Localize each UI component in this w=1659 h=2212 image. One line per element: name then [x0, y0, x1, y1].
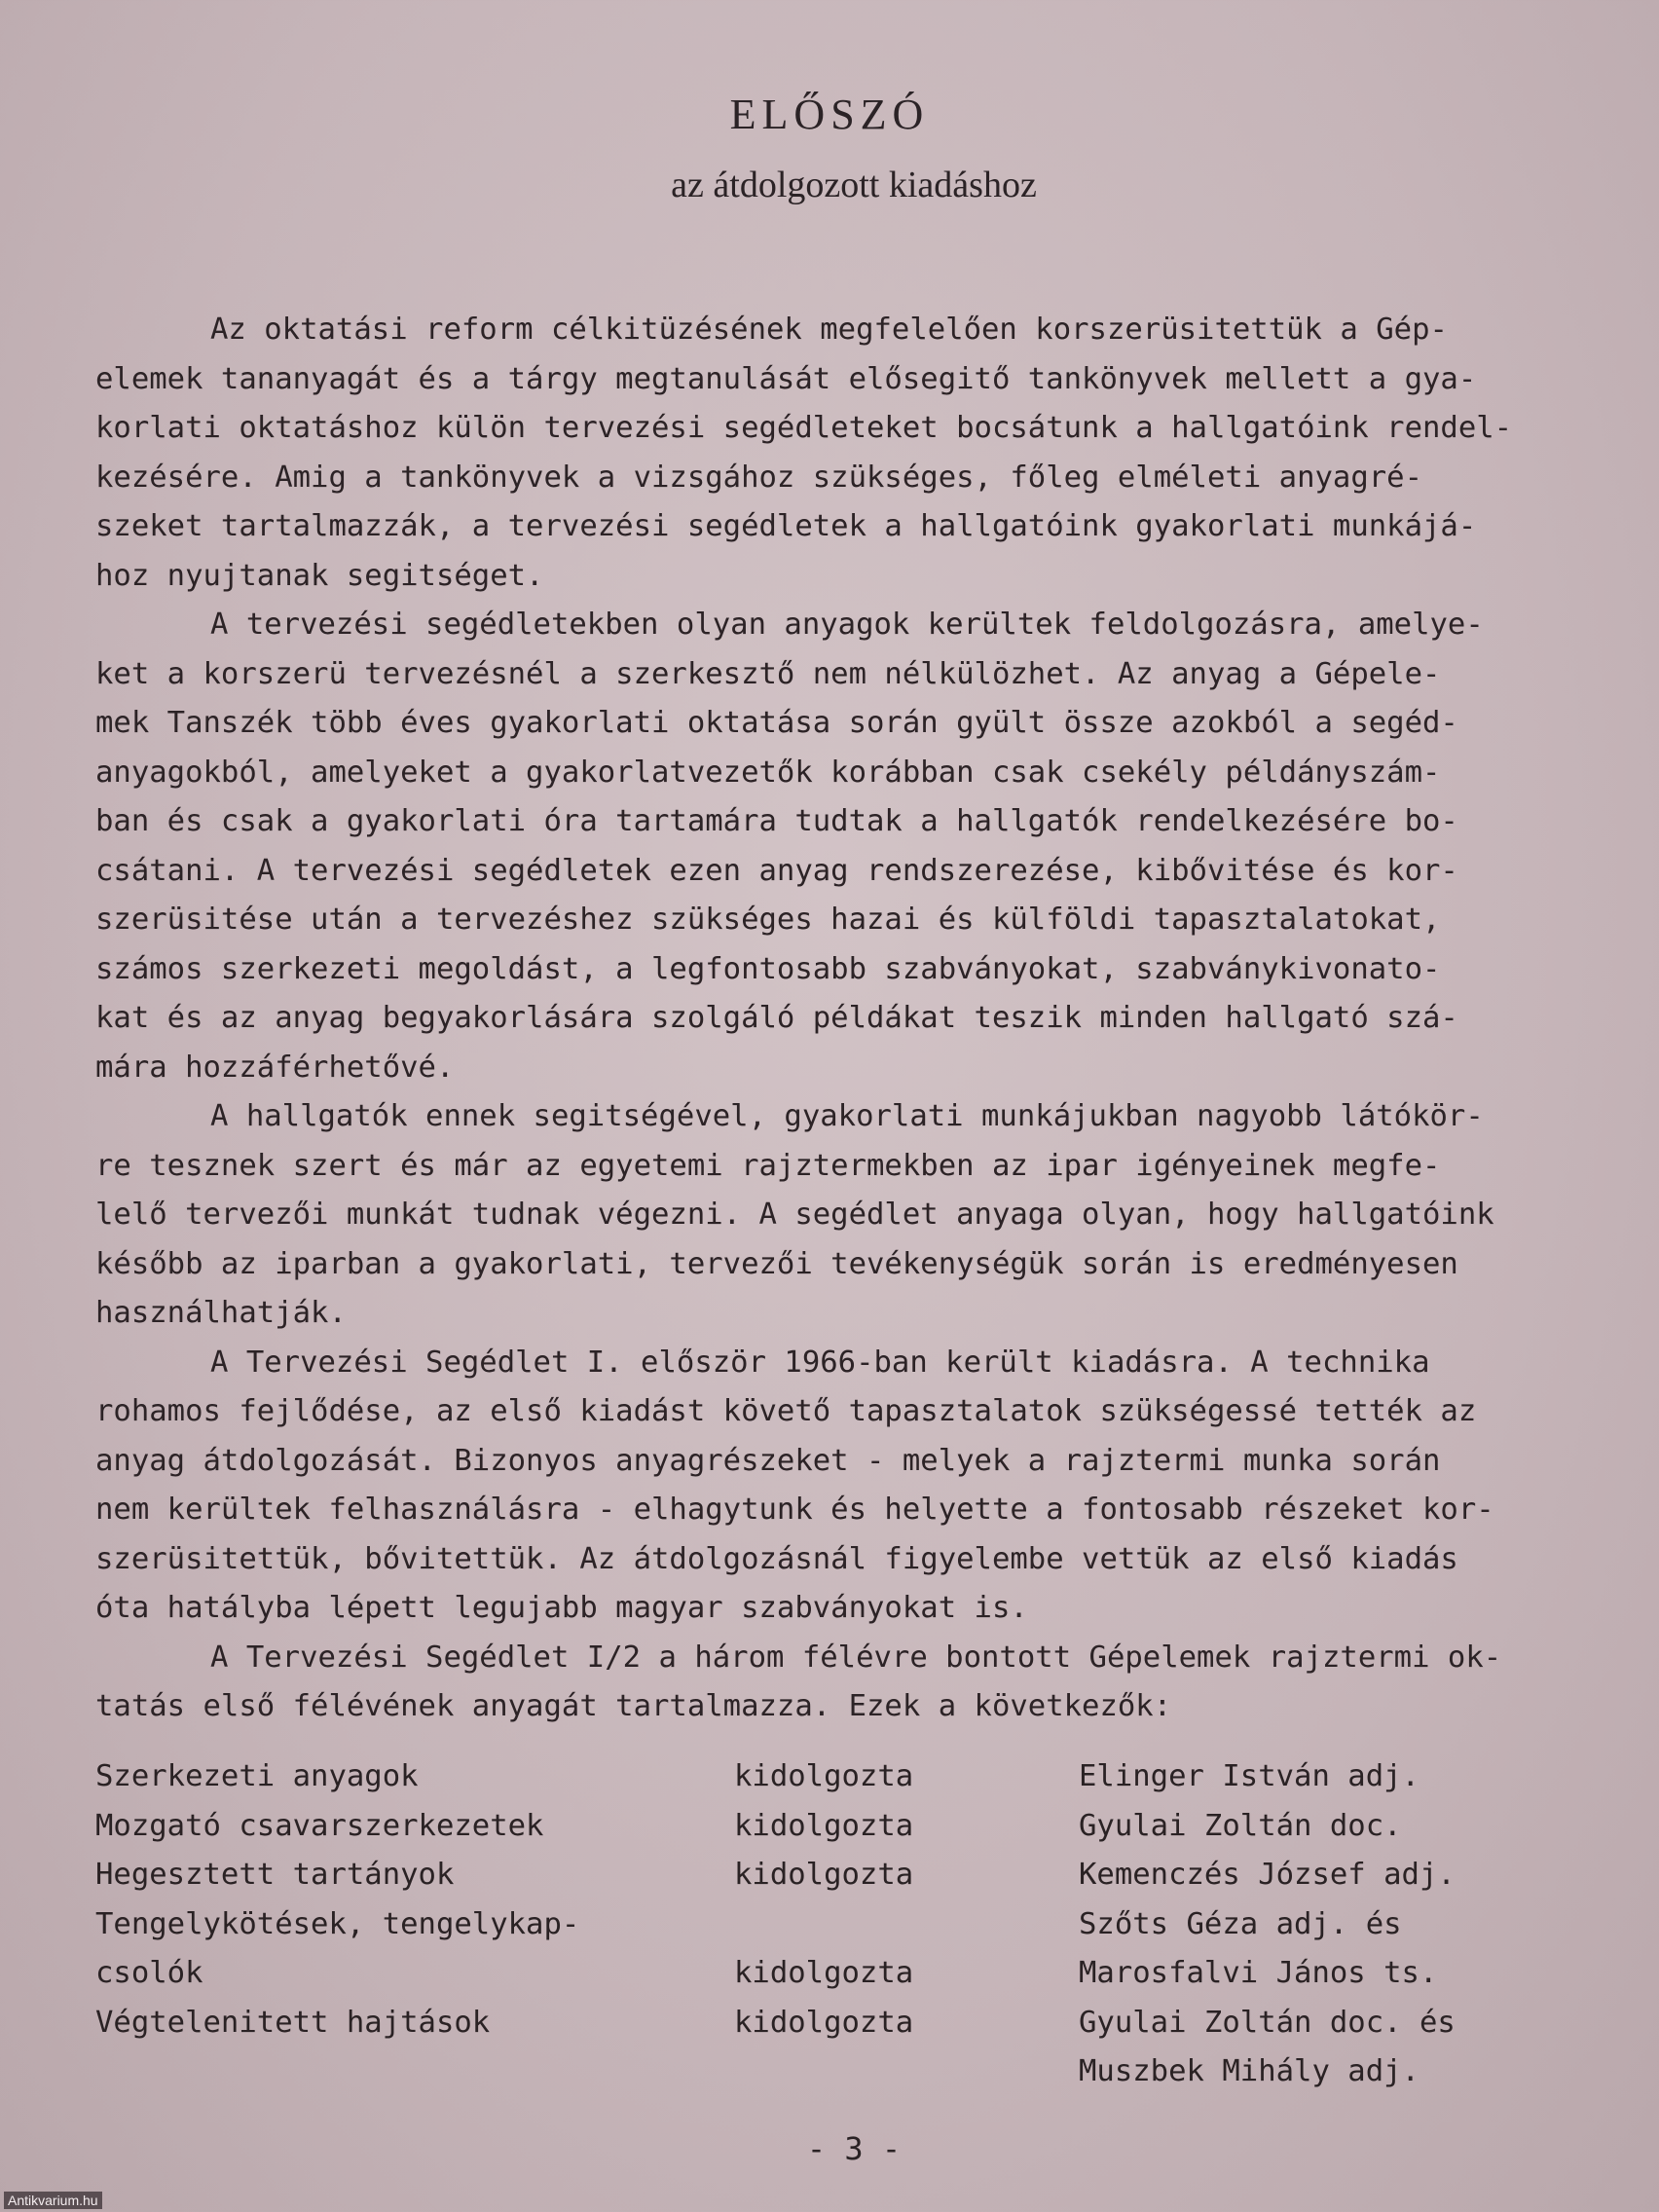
text-line: lelő tervezői munkát tudnak végezni. A segédlet anyaga olyan, hogy hallgatóink [95, 1198, 1494, 1232]
author-row [95, 1752, 1595, 1802]
author-name: Gyulai Zoltán doc. [1079, 1808, 1402, 1843]
author-topic: Végtelenitett hajtások [95, 2005, 491, 2040]
author-verb: kidolgozta [734, 1759, 914, 1793]
paragraph [95, 1092, 1634, 1339]
text-line: mára hozzáférhetővé. [95, 1050, 455, 1085]
paragraph [95, 306, 1634, 601]
text-line: Az oktatási reform célkitüzésének megfelelően korszerüsitettük a Gép- [210, 313, 1448, 347]
author-name: Kemenczés József adj. [1079, 1858, 1456, 1892]
text-line: mek Tanszék több éves gyakorlati oktatása során gyült össze azokból a segéd- [95, 706, 1458, 740]
text-line: tatás első félévének anyagát tartalmazza. Ezek a következők: [95, 1689, 1172, 1723]
text-line: használhatják. [95, 1296, 347, 1330]
author-topic: csolók [95, 1956, 203, 1990]
paragraph [95, 601, 1634, 1092]
text-line: számos szerkezeti megoldást, a legfontosabb szabványokat, szabványkivonato- [95, 951, 1441, 986]
text-line: anyagokból, amelyeket a gyakorlatvezetők korábban csak csekély példányszám- [95, 755, 1441, 790]
page-number: - 3 - [806, 2130, 902, 2167]
text-line: elemek tananyagát és a tárgy megtanulását elősegitő tankönyvek mellett a gya- [95, 361, 1477, 396]
text-line: kezésére. Amig a tankönyvek a vizsgához szükséges, főleg elméleti anyagré- [95, 460, 1423, 495]
text-line: szeket tartalmazzák, a tervezési segédletek a hallgatóink gyakorlati munkájá- [95, 509, 1477, 543]
authors-table [95, 1752, 1595, 2097]
author-topic: Hegesztett tartányok [95, 1858, 455, 1892]
text-line: óta hatályba lépett legujabb magyar szabványokat is. [95, 1591, 1028, 1625]
author-topic: Tengelykötések, tengelykap- [95, 1906, 580, 1941]
text-line: szerüsitése után a tervezéshez szükséges hazai és külföldi tapasztalatokat, [95, 903, 1441, 937]
text-line: később az iparban a gyakorlati, tervezői tevékenységük során is eredményesen [95, 1246, 1458, 1281]
author-verb: kidolgozta [734, 1858, 914, 1892]
author-row [95, 1900, 1595, 1950]
author-verb: kidolgozta [734, 1956, 914, 1990]
text-line: kat és az anyag begyakorlására szolgáló példákat teszik minden hallgató szá- [95, 1001, 1458, 1035]
author-verb: kidolgozta [734, 2005, 914, 2040]
page-title: ELŐSZÓ [729, 91, 930, 138]
author-row [95, 2047, 1595, 2097]
text-line: anyag átdolgozását. Bizonyos anyagrészeket - melyek a rajztermi munka során [95, 1443, 1441, 1478]
author-topic: Szerkezeti anyagok [95, 1759, 419, 1793]
text-line: korlati oktatáshoz külön tervezési segédleteket bocsátunk a hallgatóink rendel- [95, 411, 1513, 445]
author-name: Szőts Géza adj. és [1079, 1906, 1402, 1941]
author-name: Muszbek Mihály adj. [1079, 2054, 1419, 2088]
author-name: Elinger István adj. [1079, 1759, 1419, 1793]
text-line: re tesznek szert és már az egyetemi rajztermekben az ipar igényeinek megfe- [95, 1148, 1441, 1183]
text-line: szerüsitettük, bővitettük. Az átdolgozásnál figyelembe vettük az első kiadás [95, 1541, 1458, 1576]
text-line: A Tervezési Segédlet I. először 1966-ban került kiadásra. A technika [210, 1345, 1430, 1380]
text-line: hoz nyujtanak segitséget. [95, 558, 544, 593]
paragraph [95, 1634, 1634, 1732]
text-line: A Tervezési Segédlet I/2 a három félévre bontott Gépelemek rajztermi ok- [210, 1640, 1502, 1675]
paragraph [95, 1339, 1634, 1634]
author-row [95, 1999, 1595, 2048]
text-line: A hallgatók ennek segitségével, gyakorlati munkájukban nagyobb látókör- [210, 1099, 1484, 1133]
author-verb: kidolgozta [734, 1808, 914, 1843]
page-subtitle: az átdolgozott kiadáshoz [671, 165, 1037, 205]
text-line: ket a korszerü tervezésnél a szerkesztő nem nélkülözhet. Az anyag a Gépele- [95, 656, 1441, 691]
text-line: nem kerültek felhasználásra - elhagytunk és helyette a fontosabb részeket kor- [95, 1493, 1494, 1527]
author-row [95, 1802, 1595, 1852]
author-row [95, 1851, 1595, 1900]
author-topic: Mozgató csavarszerkezetek [95, 1808, 544, 1843]
text-line: rohamos fejlődése, az első kiadást követő tapasztalatok szükségessé tették az [95, 1394, 1477, 1428]
watermark: Antikvarium.hu [4, 2192, 102, 2209]
author-name: Marosfalvi János ts. [1079, 1956, 1438, 1990]
preface-body [95, 306, 1634, 1732]
text-line: csátani. A tervezési segédletek ezen anyag rendszerezése, kibővitése és kor- [95, 853, 1458, 888]
author-name: Gyulai Zoltán doc. és [1079, 2005, 1456, 2040]
text-line: ban és csak a gyakorlati óra tartamára tudtak a hallgatók rendelkezésére bo- [95, 804, 1458, 838]
text-line: A tervezési segédletekben olyan anyagok kerültek feldolgozásra, amelye- [210, 608, 1484, 642]
author-row [95, 1949, 1595, 1999]
